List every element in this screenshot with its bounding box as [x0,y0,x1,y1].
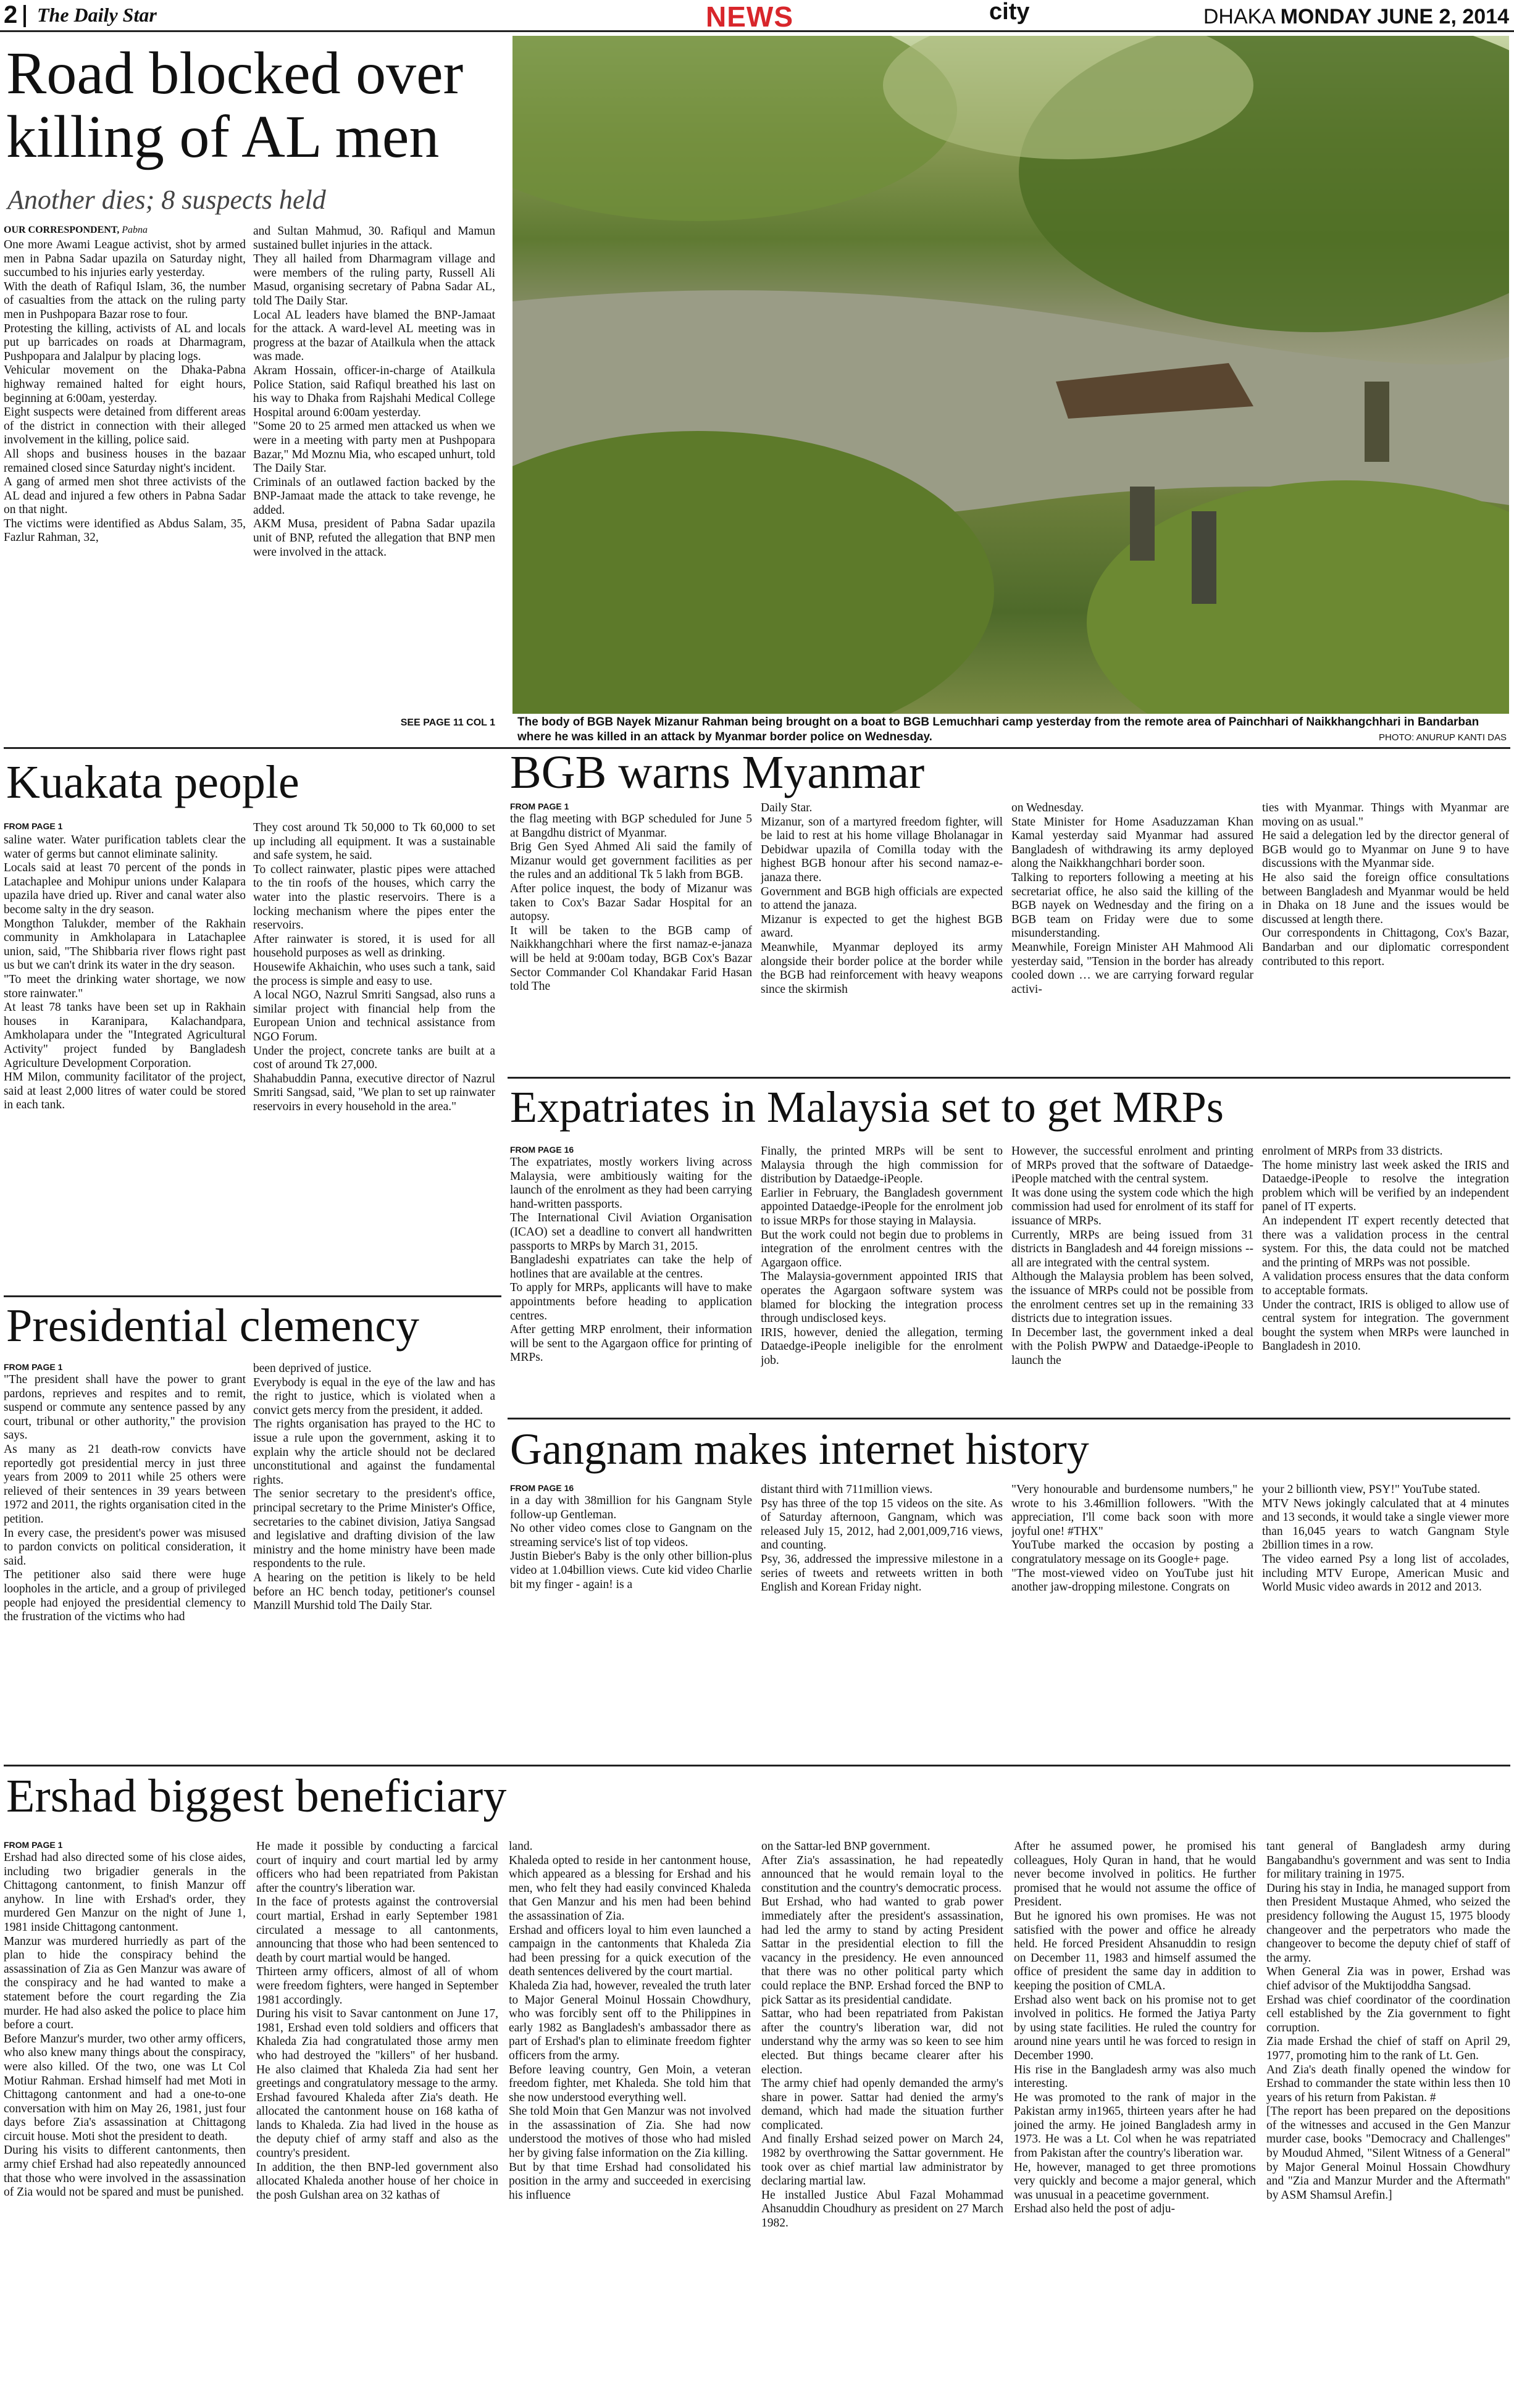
article-text: ties with Myanmar. Things with Myanmar are moving on as usual." He said a delegation led by the director general of BGB would go to Myanmar on June 9 to have discussions with the Myanmar side. He also said the foreign office consultations between Bangladesh and Myanmar would be held in Dhaka on 18 June and the issues would be discussed at length there. Our correspondents in Chittagong, Cox's Bazar, Bandarban and our diplomatic correspondent contributed to this report. [1262,801,1509,968]
forest-river-illustration [512,36,1509,714]
article-text: After he assumed power, he promised his colleagues, Holy Quran in hand, that he would never become involved in politics. He further promised that he would not assume the office of President. But he ignored his own promises. He was not satisfied with the power and office he already held. He forced President Ahsanuddin to resign on December 11, 1983 and himself assumed the office of president the same day in addition to keeping the position of CMLA. Ershad also went back on his promise not to get involved in politics. He formed the Jatiya Party by using state facilities. He ruled the country for around nine years until he was forced to resign in December 1990. His rise in the Bangladesh army was also much interesting. He was promoted to the rank of major in the Pakistan army in1965, thirteen years after he had joined the army. He joined Bangladesh army in 1973. He was a Lt. Col when he was repatriated from Pakistan after the country's liberation war. He, however, managed to get three promotions very quickly and become a major general, which was unusual in a peacetime government. Ershad also held the post of adju- [1014,1840,1256,2216]
divider [4,1765,1510,1766]
divider [508,1418,1510,1419]
article-text: your 2 billionth view, PSY!" YouTube stated. MTV News jokingly calculated that at 4 minutes and 13 seconds, it would take a single viewer more than 16,045 years to watch Gangnam Style 2billion times in a row. The video earned Psy a long list of accolades, including MTV Europe, American Music and World Music video awards in 2012 and 2013. [1262,1483,1509,1594]
article-text: Finally, the printed MRPs will be sent to Malaysia through the high commission for distribution by Dataedge-iPeople. Earlier in February, the Bangladesh government appointed Dataedge-iPeople for the enrolment job to issue MRPs for those staying in Malaysia. But the work could not begin due to problems in integration of the enrolment centres with the Agargaon office. The Malaysia-government appointed IRIS that operates the Agargaon software system was blamed for blocking the integration process through undisclosed keys. IRIS, however, denied the allegation, terming Dataedge-iPeople ineligible for the enrolment job. [761,1145,1003,1367]
article-text: been deprived of justice. Everybody is equal in the eye of the law and has the right to justice, which is violated when a convict gets mercy from the president, it added. The rights organisation has prayed to the HC to issue a rule upon the government, asking it to explain why the article should not be declared unconstitutional and against the fundamental rights. The senior secretary to the president's office, principal secretary to the Prime Minister's Office, secretaries to the cabinet division, Jatiya Sangsad and legislative and drafting division of the law ministry and the home ministry have been made respondents to the rule. A hearing on the petition is likely to be held before an HC bench today, petitioner's counsel Manzill Murshid told The Daily Star. [253,1362,495,1613]
from-page-label: FROM PAGE 16 [510,1483,574,1493]
article-text: in a day with 38million for his Gangnam Style follow-up Gentleman. No other video comes close to Gangnam on the streaming service's list of top videos. Justin Bieber's Baby is the only other billion-plus video at 1.04billion views. Cute kid video Charlie bit my finger - again! is a [510,1494,752,1591]
article-text: the flag meeting with BGP scheduled for June 5 at Bangdhu district of Myanmar. Brig Gen Syed Ahmed Ali said the family of Mizanur would get government facilities as per the rules and an additional Tk 5 lakh from BGB. After police inquest, the body of Mizanur was taken to Cox's Bazar Sadar Hospital for an autopsy. It will be taken to the BGB camp of Naikkhangchhari where the first namaz-e-janaza will be held at 9:00am today, BGB Cox's Bazar Sector Commander Col Khandakar Farid Hasan told The [510,813,752,993]
article-text: distant third with 711million views. Psy has three of the top 15 videos on the site. As of Saturday afternoon, Gangnam, which was released July 15, 2012, had 2,001,009,716 views, and counting. Psy, 36, addressed the impressive milestone in a series of tweets and retweets written in both English and Korean Friday night. [761,1483,1003,1594]
page-header [0,0,1514,32]
divider [508,1077,1510,1079]
byline: OUR CORRESPONDENT, Pabna [4,225,148,235]
article-text: enrolment of MRPs from 33 districts. The home ministry last week asked the IRIS and Dataedge-iPeople to resolve the integration problem which will be verified by an independent panel of IT experts. An independent IT expert recently detected that there was a validation process in the central system. For this, the data could not be matched and the printing of MRPs was not possible. A validation process ensures that the data conform to acceptable formats. Under the contract, IRIS is obliged to allow use of central system for integration. The government bought the system when MRPs were launched in Bangladesh in 2010. [1262,1145,1509,1353]
headline-gangnam: Gangnam makes internet history [510,1424,1089,1474]
article-text: "The president shall have the power to grant pardons, reprieves and respites and to remit, suspend or commute any sentence passed by any court, tribunal or other authority," the provision says. As many as 21 death-row convicts have reportedly got presidential mercy in just three years from 2009 to 2011 while 25 others were relieved of their sentences in 39 years between 1972 and 2011, the rights organisation cited in the petition. In every case, the president's power was misused to pardon convicts on political consideration, it said. The petitioner also said there were huge loopholes in the article, and a group of privileged people had enjoyed the presidential clemency to the frustration of the victims who had [4,1373,246,1624]
article-text: and Sultan Mahmud, 30. Rafiqul and Mamun sustained bullet injuries in the attack. They all hailed from Dharmagram village and were members of the ruling party, Russell Ali Masud, organising secretary of Pabna Sadar AL, told The Daily Star. Local AL leaders have blamed the BNP-Jamaat for the attack. A ward-level AL meeting was in progress at the bazar of Atailkula when the attack was made. Akram Hossain, officer-in-charge of Atailkula Police Station, said Rafiqul breathed his last on his way to Dhaka from Rajshahi Medical College Hospital around 6:00am yesterday. "Some 20 to 25 armed men attacked us when we were in a meeting with party men at Pushpopara Bazar," Md Moznu Mia, who escaped unhurt, told The Daily Star. Criminals of an outlawed faction backed by the BNP-Jamaat made the attack to take revenge, he added. AKM Musa, president of Pabna Sadar upazila unit of BNP, refuted the allegation that BNP men were involved in the attack. [253,225,495,559]
section-label: NEWS [706,1,793,33]
from-page-label: FROM PAGE 16 [510,1145,574,1155]
article-text: "Very honourable and burdensome numbers," he wrote to his 3.46million followers. "With the appreciation, I'll come back soon with more joyful one! #THX" YouTube marked the occasion by posting a congratulatory message on its Google+ page. "The most-viewed video on YouTube just hit another jaw-dropping milestone. Congrats on [1011,1483,1253,1594]
masthead-logo: The Daily Star [37,4,157,26]
article-text: Ershad had also directed some of his close aides, including two brigadier generals in the Chittagong cantonment, to finish Manzur off anyhow. In line with Ershad's order, they murdered Gen Manzur on the night of June 1, 1981 inside Chittagong cantonment. Manzur was murdered hurriedly as part of the plan to hide the conspiracy behind the assassination of Zia as Gen Manzur was aware of the conspiracy and he had wanted to make a statement before the court regarding the Zia murder. He had also asked the police to place him before a court. Before Manzur's murder, two other army officers, who also knew many things about the conspiracy, were also killed. Of the two, one was Lt Col Motiur Rahman. Ershad himself had met Moti in Chittagong cantonment and had a one-to-one conversation with him on May 26, 1981, just four days before Zia's assassination at Chittagong circuit house. Moti shot the president to death. During his visits to different cantonments, then army chief Ershad had also repeatedly announced that those who were involved in the assassination of Zia would not be spared and must be punished. [4,1851,246,2199]
headline-presidential-clemency: Presidential clemency [6,1300,419,1352]
from-page-label: FROM PAGE 1 [510,801,569,811]
headline-ershad: Ershad biggest beneficiary [6,1770,507,1822]
article-text: They cost around Tk 50,000 to Tk 60,000 to set up including all equipment. It was a sustainable and safe system, he said. To collect rainwater, plastic pipes were attached to the tin roofs of the houses, which carry the water into the plastic reservoirs. There is a locking mechanism where the pipes enter the reservoirs. After rainwater is stored, it is used for all household purposes as well as drinking. Housewife Akhaichin, who uses such a tank, said the process is simple and easy to use. A local NGO, Nazrul Smriti Sangsad, also runs a similar project with financial help from the European Union and technical assistance from NGO Forum. Under the project, concrete tanks are built at a cost of around Tk 27,000. Shahabuddin Panna, executive director of Nazrul Smriti Sangsad, said, "We plan to set up rainwater reservoirs in every household in the area." [253,821,495,1113]
continuation-link[interactable]: SEE PAGE 11 COL 1 [400,717,495,728]
headline-bgb-warns: BGB warns Myanmar [510,746,925,798]
headline-kuakata: Kuakata people [6,756,299,808]
article-text: on the Sattar-led BNP government. After Zia's assassination, he had repeatedly announced that he would remain loyal to the constitution and the country's democratic process. But Ershad, who had wanted to grab power immediately after the president's assassination, had led the army to stand by acting President Sattar in the presidential election to fill the vacancy in the presidency. He even announced that there was no other political party which could replace the BNP. Ershad forced the BNP to pick Sattar as its presidential candidate. Sattar, who had been repatriated from Pakistan after the country's liberation war, did not understand why the army was so keen to see him elected. But things became clearer after his election. The army chief had openly demanded the army's share in power. Sattar had denied the army's demand, which had made the situation further complicated. And finally Ershad seized power on March 24, 1982 by overthrowing the Sattar government. He took over as chief martial law administrator by declaring martial law. He installed Justice Abul Fazal Mohammad Ahsanuddin Choudhury as president on 27 March 1982. [761,1840,1003,2230]
header-divider [23,5,26,27]
headline-expatriates: Expatriates in Malaysia set to get MRPs [510,1082,1224,1132]
article-text: However, the successful enrolment and printing of MRPs proved that the software of Dataedge-iPeople matched with the central system. It was done using the system code which the high commission had used for enrolment of its staff for issuance of MRPs. Currently, MRPs are being issued from 31 districts in Bangladesh and 44 foreign missions -- all are integrated with the central system. Although the Malaysia problem has been solved, the issuance of MRPs could not be possible from the enrolment centres set up in the remaining 33 districts due to integration issues. In December last, the government inked a deal with the Polish PWPW and Dataedge-iPeople to launch the [1011,1145,1253,1367]
from-page-label: FROM PAGE 1 [4,1362,63,1372]
subhead-another-dies: Another dies; 8 suspects held [7,185,326,215]
article-text: tant general of Bangladesh army during Bangabandhu's government and was sent to India for military training in 1975. During his stay in India, he managed support from then President Mustaque Ahmed, who seized the presidency following the August 15, 1975 bloody changeover and the perpetrators who made the changeover to become the deputy chief of staff of the army. When General Zia was in power, Ershad was chief advisor of the Muktijoddha Sangsad. Ershad was chief coordinator of the coordination cell established by the Zia government to fight corruption. Zia made Ershad the chief of staff on April 29, 1977, promoting him to the rank of Lt. Gen. And Zia's death finally opened the window for Ershad to commander the state within less then 10 years of his return from Pakistan. # [The report has been prepared on the depositions of the witnesses and accused in the Gen Manzur murder case, books "Democracy and Challenges" by Moudud Ahmed, "Silent Witness of a General" by Major General Moinul Hossain Chowdhury and "Zia and Manzur Murder and the Aftermath" by ASM Shamsul Arefin.] [1266,1840,1510,2202]
article-text: on Wednesday. State Minister for Home Asaduzzaman Khan Kamal yesterday said Myanmar had assured Bangladesh of withdrawing its army deployed along the Naikkhangchhari border soon. Talking to reporters following a meeting at his secretariat office, he also said the killing of the BGB nayek on Wednesday and the firing on a BGB team on Friday were due to some misunderstanding. Meanwhile, Foreign Minister AH Mahmood Ali yesterday said, "Tension in the border has already cooled down … we are carrying forward regular activi- [1011,801,1253,996]
article-text: Daily Star. Mizanur, son of a martyred freedom fighter, will be laid to rest at his home village Bholanagar in Debidwar upazila of Comilla today with the highest BGB honour after his second namaz-e-janaza there. Government and BGB high officials are expected to attend the janaza. Mizanur is expected to get the highest BGB award. Meanwhile, Myanmar deployed its army alongside their border police at the border while the BGB had reinforcement with heavy weapons since the skirmish [761,801,1003,996]
page-number: 2 [4,1,18,28]
article-text: One more Awami League activist, shot by armed men in Pabna Sadar upazila on Saturday night, succumbed to his injuries early yesterday. With the death of Rafiqul Islam, 36, the number of casualties from the attack on the ruling party men in Pushpopara Bazar rose to four. Protesting the killing, activists of AL and locals put up barricades on roads at Dharmagram, Pushpopara and Jalalpur by placing logs. Vehicular movement on the Dhaka-Pabna highway remained halted for eight hours, beginning at 6:00am, yesterday. Eight suspects were detained from different areas of the district in connection with their alleged involvement in the killing, police said. All shops and business houses in the bazaar remained closed since Saturday night's incident. A gang of armed men shot three activists of the AL dead and injured a few others in Pabna Sadar on that night. The victims were identified as Abdus Salam, 35, Fazlur Rahman, 32, [4,238,246,545]
from-page-label: FROM PAGE 1 [4,1840,63,1850]
article-text: saline water. Water purification tablets clear the water of germs but cannot eliminate salinity. Locals said at least 70 percent of the ponds in Latachaplee and Mohipur unions under Kalapara upazila have dried up. River and canal water also become salty in the dry season. Mongthon Talukder, member of the Rakhain community in Amkholapara in Latachaplee union, said, "The Shibbaria river flows right past us but we can't drink its water in the dry season. "To meet the drinking water shortage, we now store rainwater." At least 78 tanks have been set up in Rakhain houses in Karanipara, Kalachandpara, Amkholapara under the "Integrated Agricultural Activity" project funded by Bangladesh Agriculture Development Corporation. HM Milon, community facilitator of the project, said at least 2,000 litres of water could be stored in each tank. [4,834,246,1112]
article-text: land. Khaleda opted to reside in her cantonment house, which appeared as a blessing for Ershad and his men, who felt they had easily convinced Khaleda that Gen Manzur and his men had been behind the assassination of Zia. Ershad and officers loyal to him even launched a campaign in the cantonments that Khaleda Zia had been pressing for a quick execution of the death sentences delivered by the court martial. Khaleda Zia had, however, revealed the truth later to Major General Moinul Hossain Chowdhury, who was forcibly sent off to the Philippines in early 1982 as Bangladesh's ambassador there as part of Ershad's plan to eliminate freedom fighter officers from the army. Before leaving country, Gen Moin, a veteran freedom fighter, met Khaleda. She told him that she now understood everything well. She told Moin that Gen Manzur was not involved in the assassination of Zia. She had now understood the motives of those who had misled her by giving false information on the Zia killing. But by that time Ershad had consolidated his position in the army and succeeded in exercising his influence [509,1840,751,2202]
from-page-label: FROM PAGE 1 [4,821,63,831]
news-photo [512,36,1509,714]
article-text: The expatriates, mostly workers living across Malaysia, were ambitiously waiting for the launch of the enrolment as they had been carrying hand-written passports. The International Civil Aviation Organisation (ICAO) set a deadline to convert all handwritten passports to MRPs by March 31, 2015. Bangladeshi expatriates can take the help of hotlines that are available at the centres. To apply for MRPs, applicants will have to make appointments before heading to application centres. After getting MRP enrolment, their information will be sent to the Agargaon office for printing of MRPs. [510,1156,752,1365]
photo-credit: PHOTO: ANURUP KANTI DAS [1379,732,1507,743]
issue-date: DHAKA MONDAY JUNE 2, 2014 [1203,5,1509,28]
article-text: He made it possible by conducting a farcical court of inquiry and court martial led by army officers who had been repatriated from Pakistan after the country's liberation war. In the face of protests against the controversial court martial, Ershad in early September 1981 circulated a message to all cantonments, announcing that those who had been sentenced to death by court martial would be hanged. Thirteen army officers, almost of all of whom were freedom fighters, were hanged in September 1981 accordingly. During his visit to Savar cantonment on June 17, 1981, Ershad even told soldiers and officers that Khaleda Zia had congratulated those army men who had destroyed the "killers" of her husband. He also claimed that Khaleda Zia had sent her greetings and congratulatory message to the army. Ershad favoured Khaleda after Zia's death. He allocated the cantonment house on 168 katha of lands to Khaleda. Zia had lived in the house as the deputy chief of army staff and also as the country's president. In addition, the then BNP-led government also allocated Khaleda another house of her choice in the posh Gulshan area on 32 kathas of [256,1840,498,2202]
divider [4,1295,501,1297]
photo-caption: The body of BGB Nayek Mizanur Rahman being brought on a boat to BGB Lemuchhari camp yesterday from the remote area of Painchhari of Naikkhangchhari in Bandarban where he was killed in an attack by Myanmar border police on Wednesday. [517,716,1479,743]
headline-road-blocked: Road blocked over killing of AL men [6,40,464,170]
subsection-label: city [989,0,1030,25]
